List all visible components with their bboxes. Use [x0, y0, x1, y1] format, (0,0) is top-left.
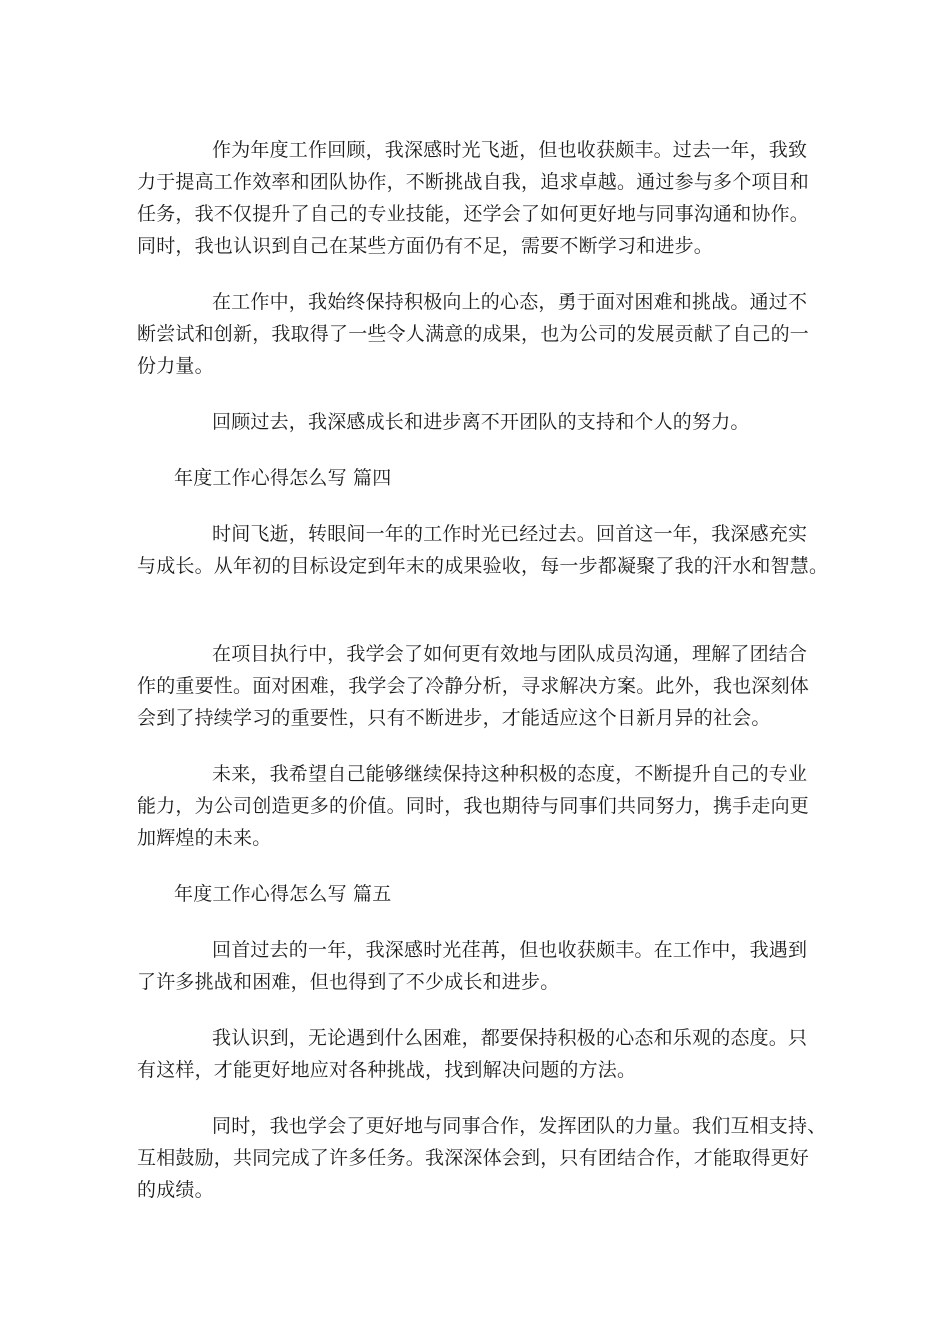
section-heading-5: 年度工作心得怎么写 篇五	[174, 883, 392, 905]
paragraph-1-line-1: 作为年度工作回顾，我深感时光飞逝，但也收获颇丰。过去一年，我致	[212, 139, 808, 161]
paragraph-4-line-1: 时间飞逝，转眼间一年的工作时光已经过去。回首这一年，我深感充实	[212, 523, 808, 545]
paragraph-5-line-3: 会到了持续学习的重要性，只有不断进步，才能适应这个日新月异的社会。	[137, 707, 771, 729]
paragraph-1-line-2: 力于提高工作效率和团队协作，不断挑战自我，追求卓越。通过参与多个项目和	[137, 171, 810, 193]
paragraph-2-line-1: 在工作中，我始终保持积极向上的心态，勇于面对困难和挑战。通过不	[212, 291, 808, 313]
paragraph-8-line-2: 有这样，才能更好地应对各种挑战，找到解决问题的方法。	[137, 1059, 637, 1081]
paragraph-7-line-1: 回首过去的一年，我深感时光荏苒，但也收获颇丰。在工作中，我遇到	[212, 939, 808, 961]
paragraph-9-line-1: 同时，我也学会了更好地与同事合作，发挥团队的力量。我们互相支持、	[212, 1115, 827, 1137]
paragraph-7-line-2: 了许多挑战和困难，但也得到了不少成长和进步。	[137, 971, 560, 993]
paragraph-6-line-1: 未来，我希望自己能够继续保持这种积极的态度，不断提升自己的专业	[212, 763, 808, 785]
paragraph-2-line-2: 断尝试和创新，我取得了一些令人满意的成果，也为公司的发展贡献了自己的一	[137, 323, 810, 345]
paragraph-1-line-3: 任务，我不仅提升了自己的专业技能，还学会了如何更好地与同事沟通和协作。	[137, 203, 810, 225]
paragraph-6-line-3: 加辉煌的未来。	[137, 827, 272, 849]
paragraph-6-line-2: 能力，为公司创造更多的价值。同时，我也期待与同事们共同努力，携手走向更	[137, 795, 810, 817]
section-heading-4: 年度工作心得怎么写 篇四	[174, 467, 392, 489]
paragraph-4-line-2: 与成长。从年初的目标设定到年末的成果验收，每一步都凝聚了我的汗水和智慧。	[137, 555, 829, 577]
paragraph-8-line-1: 我认识到，无论遇到什么困难，都要保持积极的心态和乐观的态度。只	[212, 1027, 808, 1049]
paragraph-5-line-1: 在项目执行中，我学会了如何更有效地与团队成员沟通，理解了团结合	[212, 643, 808, 665]
paragraph-5-line-2: 作的重要性。面对困难，我学会了冷静分析，寻求解决方案。此外，我也深刻体	[137, 675, 810, 697]
paragraph-1-line-4: 同时，我也认识到自己在某些方面仍有不足，需要不断学习和进步。	[137, 235, 714, 257]
paragraph-9-line-3: 的成绩。	[137, 1179, 214, 1201]
paragraph-9-line-2: 互相鼓励，共同完成了许多任务。我深深体会到，只有团结合作，才能取得更好	[137, 1147, 810, 1169]
paragraph-2-line-3: 份力量。	[137, 355, 214, 377]
paragraph-3-line-1: 回顾过去，我深感成长和进步离不开团队的支持和个人的努力。	[212, 411, 750, 433]
